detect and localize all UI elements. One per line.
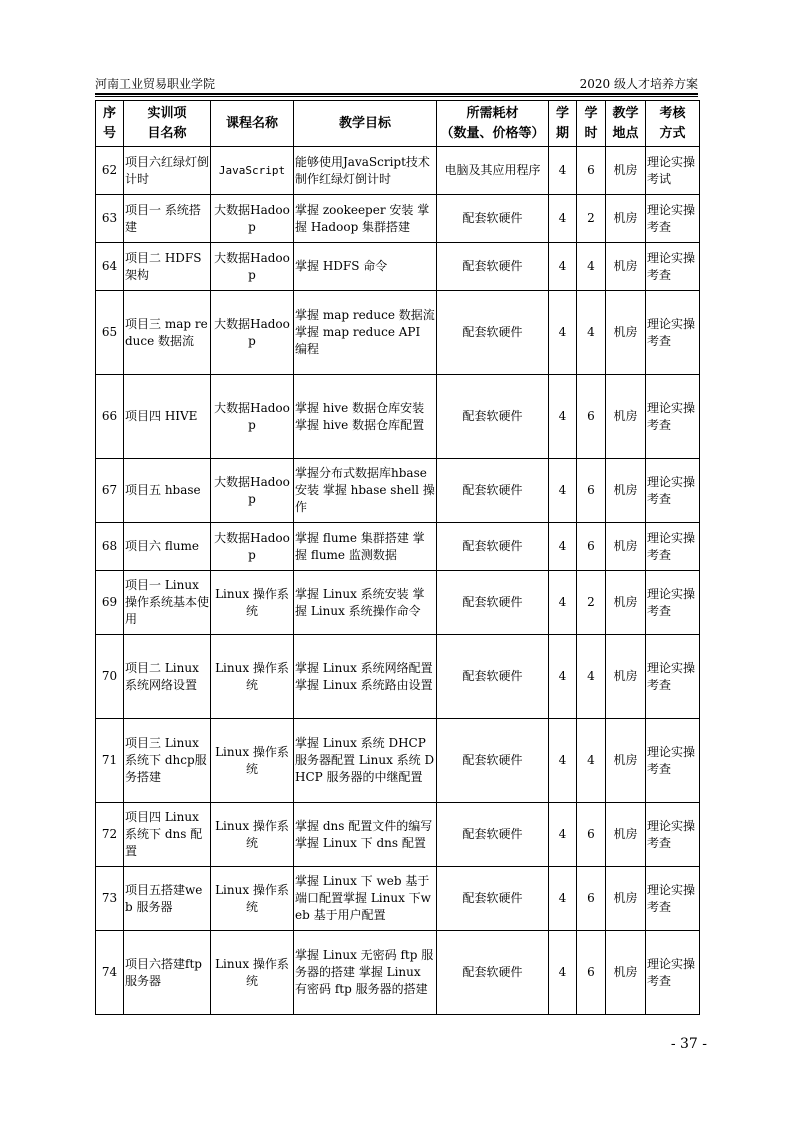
row-place: 机房 [606,931,646,1015]
row-hours: 2 [577,195,606,243]
row-place: 机房 [606,571,646,635]
col-header-course: 课程名称 [211,101,294,147]
row-assess: 理论实操考查 [646,195,700,243]
row-place: 机房 [606,459,646,523]
row-place: 机房 [606,375,646,459]
row-material: 配套软硬件 [437,243,549,291]
col-header-assess: 考核 方式 [646,101,700,147]
row-project: 项目二 Linux系统网络设置 [124,635,211,719]
table-row [96,195,700,243]
row-goal: 掌握 Linux 下 web 基于端口配置掌握 Linux 下web 基于用户配置 [294,867,437,931]
header-school: 河南工业贸易职业学院 [95,77,216,91]
table-row [96,635,700,719]
row-no: 74 [96,931,124,1015]
row-material: 电脑及其应用程序 [437,147,549,195]
col-header-material: 所需耗材 （数量、价格等） [437,101,549,147]
row-project: 项目一 Linux操作系统基本使用 [124,571,211,635]
row-project: 项目三 Linux系统下 dhcp服务搭建 [124,719,211,803]
row-no: 71 [96,719,124,803]
row-place: 机房 [606,291,646,375]
table-row [96,147,700,195]
row-no: 66 [96,375,124,459]
row-course: JavaScript [211,147,294,195]
row-course: 大数据Hadoop [211,291,294,375]
row-assess: 理论实操考查 [646,375,700,459]
table-header-row [96,101,700,147]
row-term: 4 [549,931,577,1015]
row-project: 项目四 Linux系统下 dns 配置 [124,803,211,867]
row-no: 62 [96,147,124,195]
row-course: 大数据Hadoop [211,195,294,243]
page-number: - 37 - [670,1036,707,1052]
row-assess: 理论实操考查 [646,291,700,375]
row-course: 大数据Hadoop [211,243,294,291]
row-place: 机房 [606,719,646,803]
table-row [96,523,700,571]
row-material: 配套软硬件 [437,195,549,243]
row-project: 项目一 系统搭建 [124,195,211,243]
row-material: 配套软硬件 [437,719,549,803]
col-header-term: 学 期 [549,101,577,147]
row-no: 70 [96,635,124,719]
row-term: 4 [549,291,577,375]
row-assess: 理论实操考查 [646,719,700,803]
row-assess: 理论实操考查 [646,931,700,1015]
row-term: 4 [549,195,577,243]
row-assess: 理论实操考查 [646,867,700,931]
row-assess: 理论实操考查 [646,243,700,291]
row-assess: 理论实操考试 [646,147,700,195]
row-goal: 掌握 Linux 系统 DHCP 服务器配置 Linux 系统 DHCP 服务器的中继配置 [294,719,437,803]
row-term: 4 [549,523,577,571]
header-program: 2020 级人才培养方案 [579,77,698,91]
row-hours: 6 [577,523,606,571]
row-hours: 4 [577,719,606,803]
row-project: 项目六红绿灯倒计时 [124,147,211,195]
row-no: 68 [96,523,124,571]
page-header [95,76,698,92]
row-term: 4 [549,459,577,523]
row-course: Linux 操作系统 [211,719,294,803]
row-goal: 掌握 map reduce 数据流 掌握 map reduce API 编程 [294,291,437,375]
row-material: 配套软硬件 [437,571,549,635]
row-project: 项目二 HDFS架构 [124,243,211,291]
table-row [96,803,700,867]
header-rule [95,93,698,95]
row-goal: 掌握 Linux 系统安装 掌握 Linux 系统操作命令 [294,571,437,635]
row-goal: 掌握 dns 配置文件的编写 掌握 Linux 下 dns 配置 [294,803,437,867]
row-course: Linux 操作系统 [211,931,294,1015]
row-place: 机房 [606,147,646,195]
row-hours: 6 [577,931,606,1015]
col-header-no: 序 号 [96,101,124,147]
row-no: 69 [96,571,124,635]
row-term: 4 [549,375,577,459]
row-place: 机房 [606,803,646,867]
row-goal: 掌握 flume 集群搭建 掌握 flume 监测数据 [294,523,437,571]
row-material: 配套软硬件 [437,931,549,1015]
row-material: 配套软硬件 [437,291,549,375]
row-project: 项目五搭建web 服务器 [124,867,211,931]
row-place: 机房 [606,523,646,571]
row-place: 机房 [606,243,646,291]
row-course: 大数据Hadoop [211,459,294,523]
table-row [96,931,700,1015]
row-no: 64 [96,243,124,291]
row-goal: 掌握分布式数据库hbase安装 掌握 hbase shell 操作 [294,459,437,523]
table-row [96,243,700,291]
row-course: Linux 操作系统 [211,803,294,867]
row-no: 67 [96,459,124,523]
row-material: 配套软硬件 [437,459,549,523]
row-hours: 6 [577,867,606,931]
row-course: Linux 操作系统 [211,635,294,719]
row-term: 4 [549,571,577,635]
row-project: 项目三 map reduce 数据流 [124,291,211,375]
row-hours: 4 [577,291,606,375]
col-header-place: 教学 地点 [606,101,646,147]
row-term: 4 [549,243,577,291]
row-term: 4 [549,803,577,867]
row-project: 项目六 flume [124,523,211,571]
table-row [96,459,700,523]
row-material: 配套软硬件 [437,635,549,719]
row-goal: 掌握 hive 数据仓库安装 掌握 hive 数据仓库配置 [294,375,437,459]
row-hours: 6 [577,375,606,459]
row-project: 项目六搭建ftp 服务器 [124,931,211,1015]
row-hours: 4 [577,635,606,719]
row-course: Linux 操作系统 [211,867,294,931]
row-goal: 掌握 zookeeper 安装 掌握 Hadoop 集群搭建 [294,195,437,243]
row-material: 配套软硬件 [437,803,549,867]
table-row [96,571,700,635]
row-hours: 6 [577,147,606,195]
row-project: 项目四 HIVE [124,375,211,459]
row-project: 项目五 hbase [124,459,211,523]
row-assess: 理论实操考查 [646,459,700,523]
row-assess: 理论实操考查 [646,571,700,635]
row-no: 63 [96,195,124,243]
row-no: 72 [96,803,124,867]
row-goal: 掌握 HDFS 命令 [294,243,437,291]
col-header-hours: 学 时 [577,101,606,147]
row-term: 4 [549,719,577,803]
row-goal: 掌握 Linux 无密码 ftp 服务器的搭建 掌握 Linux 有密码 ftp 服务器的搭建 [294,931,437,1015]
row-hours: 2 [577,571,606,635]
row-assess: 理论实操考查 [646,635,700,719]
row-course: 大数据Hadoop [211,375,294,459]
row-place: 机房 [606,867,646,931]
row-assess: 理论实操考查 [646,523,700,571]
table-row [96,719,700,803]
row-hours: 6 [577,803,606,867]
header-rule-thin [95,96,698,97]
row-term: 4 [549,635,577,719]
row-course: 大数据Hadoop [211,523,294,571]
row-goal: 掌握 Linux 系统网络配置 掌握 Linux 系统路由设置 [294,635,437,719]
row-material: 配套软硬件 [437,375,549,459]
row-course: Linux 操作系统 [211,571,294,635]
row-hours: 6 [577,459,606,523]
table-row [96,375,700,459]
row-no: 73 [96,867,124,931]
row-goal: 能够使用JavaScript技术制作红绿灯倒计时 [294,147,437,195]
training-table [95,100,700,1015]
table-row [96,291,700,375]
row-place: 机房 [606,635,646,719]
row-material: 配套软硬件 [437,523,549,571]
col-header-project: 实训项 目名称 [124,101,211,147]
row-term: 4 [549,147,577,195]
table-row [96,867,700,931]
row-assess: 理论实操考查 [646,803,700,867]
row-place: 机房 [606,195,646,243]
row-material: 配套软硬件 [437,867,549,931]
col-header-goal: 教学目标 [294,101,437,147]
row-term: 4 [549,867,577,931]
row-hours: 4 [577,243,606,291]
row-no: 65 [96,291,124,375]
